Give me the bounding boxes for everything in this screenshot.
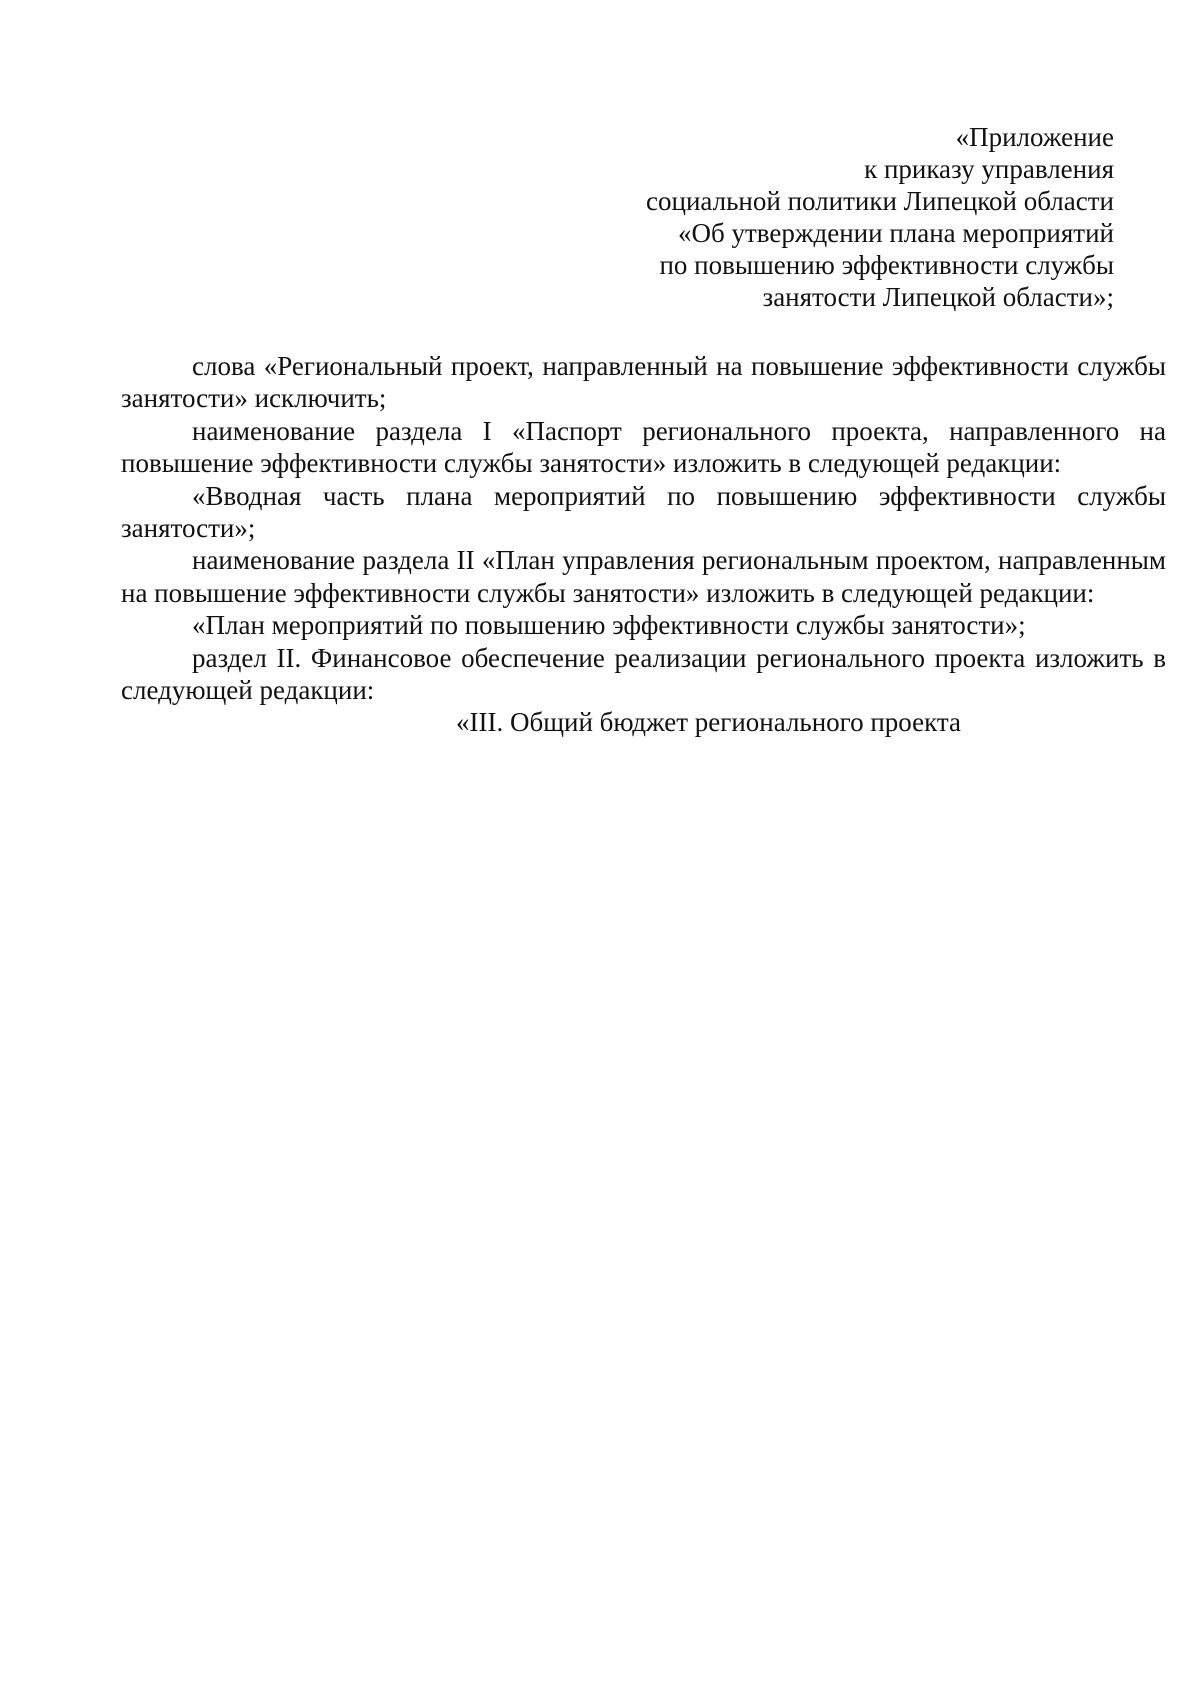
appendix-header: [414, 121, 1114, 313]
header-line-subject-3: занятости Липецкой области»;: [762, 282, 1114, 312]
paragraph-5: «План мероприятий по повышению эффективности службы занятости»;: [192, 610, 1026, 641]
header-line-subject-2: по повышению эффективности службы: [659, 250, 1114, 280]
document-body: [121, 350, 1166, 739]
paragraph-2: наименование раздела I «Паспорт регионального проекта, направленного на повышение эффективности службы занятости» изложить в следующей редакции:: [121, 415, 1166, 479]
header-line-order: к приказу управления: [864, 154, 1114, 184]
section-title: «III. Общий бюджет регионального проекта: [456, 707, 961, 738]
header-line-appendix: «Приложение: [955, 122, 1114, 152]
paragraph-3: «Вводная часть плана мероприятий по повышению эффективности службы занятости»;: [121, 480, 1166, 544]
paragraph-4: наименование раздела II «План управления региональным проектом, направленным на повышение эффективности службы занятости» изложить в следующей редакции:: [121, 545, 1166, 608]
header-line-subject-1: «Об утверждении плана мероприятий: [677, 218, 1114, 248]
header-line-department: социальной политики Липецкой области: [646, 186, 1114, 216]
paragraph-6: раздел II. Финансовое обеспечение реализации регионального проекта изложить в следующей редакции:: [121, 642, 1166, 706]
paragraph-1: слова «Региональный проект, направленный на повышение эффективности службы занятости» исключить;: [121, 351, 1166, 414]
